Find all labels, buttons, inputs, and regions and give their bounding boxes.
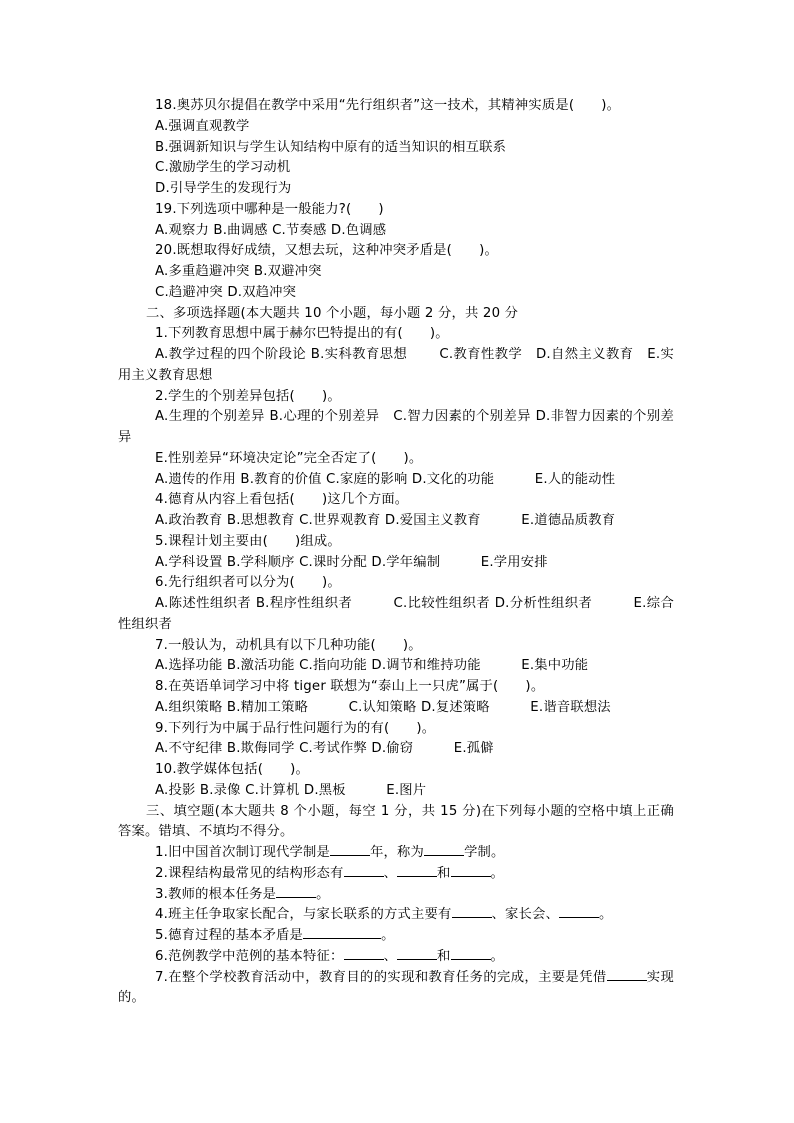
mc-question-4: 4.德育从内容上看包括( )这几个方面。	[155, 492, 409, 508]
mc-options-3: A.遗传的作用 B.教育的价值 C.家庭的影响 D.文化的功能 E.人的能动性	[155, 471, 616, 487]
fill-text: 和	[437, 948, 451, 964]
fill-text: 1.旧中国首次制订现代学制是	[155, 845, 331, 860]
question-19: 19.下列选项中哪种是一般能力?( )	[155, 201, 384, 217]
mc-options-10: A.投影 B.录像 C.计算机 D.黑板 E.图片	[155, 782, 427, 798]
mc-options-7: A.选择功能 B.激活功能 C.指向功能 D.调节和维持功能 E.集中功能	[155, 658, 589, 674]
option: D.引导学生的发现行为	[155, 181, 292, 196]
answer-blank[interactable]	[451, 864, 491, 877]
mc-question-6: 6.先行组织者可以分为( )。	[155, 575, 341, 591]
option-line: A.多重趋避冲突 B.双避冲突	[155, 264, 322, 279]
mc-question-9: 9.下列行为中属于品行性问题行为的有( )。	[155, 720, 436, 736]
mc-options-5: A.学科设置 B.学科顺序 C.课时分配 D.学年编制 E.学用安排	[155, 554, 548, 570]
mc-question-5: 5.课程计划主要由( )组成。	[155, 533, 341, 549]
question-20: 20.既想取得好成绩，又想去玩，这种冲突矛盾是( )。	[155, 243, 498, 259]
fill-text: 年，称为	[370, 845, 425, 860]
fill-text: 学制。	[464, 845, 505, 860]
mc-options-6: A.陈述性组织者 B.程序性组织者 C.比较性组织者 D.分析性组织者 E.综合性组织者	[118, 596, 674, 632]
fill-text: 。	[381, 928, 395, 943]
fill-text: 6.范例教学中范例的基本特征：	[155, 948, 344, 964]
fill-item-4	[118, 905, 674, 926]
option: A.强调直观教学	[155, 118, 250, 134]
fill-text: 。	[316, 886, 330, 902]
answer-blank[interactable]	[452, 905, 492, 918]
question-18: 18.奥苏贝尔提倡在教学中采用“先行组织者”这一技术，其精神实质是( )。	[155, 98, 621, 113]
fill-text: 、家长会、	[491, 907, 560, 923]
fill-item-1	[118, 843, 674, 864]
fill-text: 和	[437, 865, 451, 881]
fill-text: 7.在整个学校教育活动中，教育目的的实现和教育任务的完成，主要是凭借	[155, 969, 607, 985]
answer-blank[interactable]	[559, 905, 599, 918]
answer-blank[interactable]	[607, 968, 647, 981]
exam-page	[118, 96, 674, 1009]
fill-text: 。	[490, 865, 505, 881]
mc-options-9: A.不守纪律 B.欺侮同学 C.考试作弊 D.偷窃 E.孤僻	[155, 741, 494, 757]
mc-question-1: 1.下列教育思想中属于赫尔巴特提出的有( )。	[155, 326, 449, 342]
mc-question-10: 10.教学媒体包括( )。	[155, 762, 309, 777]
fill-text: 3.教师的根本任务是	[155, 886, 277, 902]
fill-text: 2.课程结构最常见的结构形态有	[155, 865, 344, 881]
answer-blank[interactable]	[303, 926, 381, 939]
fill-text: 、	[383, 865, 398, 881]
answer-blank[interactable]	[451, 947, 491, 960]
fill-item-3	[118, 885, 674, 906]
option-line: A.观察力 B.曲调感 C.节奏感 D.色调感	[155, 222, 387, 238]
fill-item-2	[118, 864, 674, 885]
mc-question-3: E.性别差异“环境决定论”完全否定了( )。	[155, 450, 423, 466]
answer-blank[interactable]	[344, 947, 384, 960]
answer-blank[interactable]	[330, 843, 370, 856]
answer-blank[interactable]	[397, 947, 437, 960]
fill-text: 、	[383, 948, 398, 964]
mc-options-4: A.政治教育 B.思想教育 C.世界观教育 D.爱国主义教育 E.道德品质教育	[155, 513, 616, 528]
mc-options-2: A.生理的个别差异 B.心理的个别差异 C.智力因素的个别差异 D.非智力因素的个别差异	[118, 409, 674, 445]
section-heading-multiple-choice: 二、多项选择题(本大题共 10 个小题，每小题 2 分，共 20 分	[146, 305, 519, 321]
fill-item-5	[118, 926, 674, 947]
mc-question-8: 8.在英语单词学习中将 tiger 联想为“泰山上一只虎”属于( )。	[155, 679, 545, 694]
mc-question-7: 7.一般认为，动机具有以下几种功能( )。	[155, 637, 422, 653]
fill-text: 。	[599, 907, 613, 923]
fill-item-7	[118, 968, 674, 1010]
fill-text: 。	[490, 948, 505, 964]
answer-blank[interactable]	[344, 864, 384, 877]
answer-blank[interactable]	[397, 864, 437, 877]
option: C.激励学生的学习动机	[155, 160, 291, 176]
mc-options-8: A.组织策略 B.精加工策略 C.认知策略 D.复述策略 E.谐音联想法	[155, 699, 611, 715]
fill-text: 实现的。	[118, 969, 674, 1006]
option-line: C.趋避冲突 D.双趋冲突	[155, 284, 297, 300]
mc-question-2: 2.学生的个别差异包括( )。	[155, 388, 341, 404]
mc-options-1: A.教学过程的四个阶段论 B.实科教育思想 C.教育性教学 D.自然主义教育 E.实用主义教育思想	[118, 347, 674, 383]
fill-text: 4.班主任争取家长配合，与家长联系的方式主要有	[155, 907, 452, 923]
fill-item-6	[118, 947, 674, 968]
fill-text: 5.德育过程的基本矛盾是	[155, 928, 304, 943]
answer-blank[interactable]	[424, 843, 464, 856]
option: B.强调新知识与学生认知结构中原有的适当知识的相互联系	[155, 139, 507, 155]
answer-blank[interactable]	[276, 885, 316, 898]
section-heading-fill-blank: 三、填空题(本大题共 8 个小题，每空 1 分，共 15 分)在下列每小题的空格中填上正确答案。错填、不填均不得分。	[118, 803, 674, 840]
